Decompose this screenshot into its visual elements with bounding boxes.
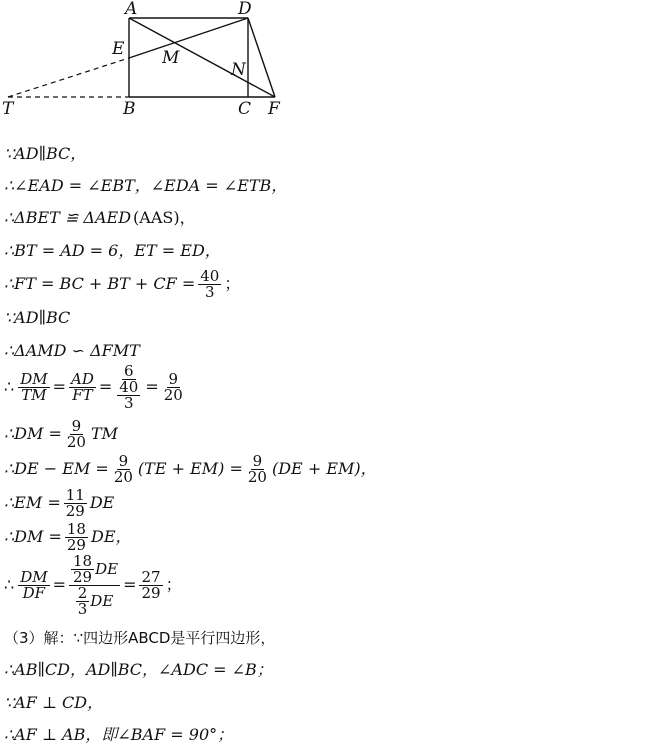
label-b: B: [123, 99, 136, 119]
fraction-18-29: [65, 519, 88, 554]
dm-expr: ∴DM =: [4, 424, 62, 443]
frac-den: DF: [22, 583, 46, 602]
label-n: N: [231, 60, 246, 80]
segment-af: [129, 18, 275, 97]
equals: =: [145, 377, 159, 396]
frac-den: 29: [141, 583, 161, 602]
frac-den: 20: [66, 432, 86, 451]
step-congruent: [4, 208, 196, 228]
step-parallelogram-props: ∴AB∥CD，AD∥BC，∠ADC = ∠B；: [4, 660, 273, 679]
frac-num: [69, 551, 120, 586]
equals: =: [123, 575, 137, 594]
step-dm-tm: [4, 418, 118, 450]
fraction-9-20: [65, 416, 88, 451]
label-t: T: [2, 99, 14, 119]
step-ft-value: [4, 268, 240, 300]
step-em-value: [4, 487, 114, 519]
frac-num: 18: [72, 551, 93, 570]
frac-num: 11: [65, 485, 85, 504]
de-text: DE: [90, 591, 114, 610]
step-ratio: [4, 362, 188, 412]
frac-num: 9: [71, 416, 82, 435]
frac-num: 2: [77, 583, 88, 602]
part-3-heading: （3）解：∵四边形ABCD是平行四边形，: [4, 629, 276, 647]
frac-num: 9: [168, 369, 179, 388]
semicolon: ；: [224, 274, 241, 293]
frac-den: 29: [65, 501, 85, 520]
frac-num: 40: [200, 266, 220, 285]
nested-fraction: [117, 377, 140, 412]
label-e: E: [112, 39, 125, 59]
frac-num: 9: [252, 451, 263, 470]
step-similar: ∴ΔAMD ∽ ΔFMT: [4, 341, 140, 360]
label-d: D: [238, 0, 252, 19]
aas-text: (AAS)，: [133, 208, 196, 227]
fraction-dm-tm: [18, 369, 49, 404]
segment-ed: [129, 18, 248, 58]
fraction-27-29: [139, 567, 162, 602]
frac-den: 3: [205, 282, 215, 301]
frac-den: 29: [66, 535, 86, 554]
geometry-figure: [0, 0, 669, 125]
frac-num: DM: [20, 369, 48, 388]
frac-den: [74, 583, 116, 618]
step-de-minus-em: [4, 452, 377, 486]
te-em-expr: (TE + EM) =: [137, 459, 243, 478]
congruent-text: ∴ΔBET ≌ ΔAED: [4, 208, 132, 227]
step-ad-parallel-bc-2: ∵AD∥BC: [4, 308, 71, 327]
equals: =: [52, 377, 66, 396]
fraction-11-29: [64, 485, 87, 520]
frac-den: FT: [72, 385, 93, 404]
step-af-perp-cd: ∵AF ⊥ CD，: [4, 693, 104, 712]
frac-den: 3: [77, 599, 88, 618]
frac-num: 40: [119, 377, 139, 396]
frac-num: 27: [141, 567, 161, 586]
ft-expr: ∴FT = BC + BT + CF =: [4, 274, 196, 293]
frac-num: 6: [124, 361, 134, 380]
step-dm-value: [4, 521, 132, 553]
fraction-9-20: [162, 369, 185, 404]
fraction-ad-ft: [69, 369, 96, 404]
step-angle-equal: ∴∠EAD = ∠EBT，∠EDA = ∠ETB，: [4, 176, 288, 195]
semicolon: ；: [165, 575, 182, 594]
frac-num: 18: [66, 519, 86, 538]
equals: =: [52, 575, 66, 594]
fraction-2-3: [76, 583, 90, 618]
de-text: DE，: [90, 527, 132, 546]
frac-num: 9: [118, 451, 129, 470]
frac-den: TM: [21, 385, 47, 404]
step-dm-df-ratio: [4, 551, 182, 618]
frac-den: [115, 377, 142, 412]
therefore-symbol: ∴: [4, 377, 15, 396]
dm-expr: ∴DM =: [4, 527, 62, 546]
fraction-40-3: [198, 266, 221, 301]
de-em-expr: ∴DE − EM =: [4, 459, 109, 478]
em-expr: ∴EM =: [4, 493, 61, 512]
fraction-18-29: [71, 551, 94, 586]
frac-den: 20: [163, 385, 183, 404]
label-f: F: [268, 99, 280, 119]
frac-den: 20: [247, 467, 267, 486]
fraction-9-20: [246, 451, 269, 486]
tm-text: TM: [90, 424, 119, 443]
label-c: C: [238, 99, 252, 119]
label-a: A: [125, 0, 138, 19]
frac-den: 20: [113, 467, 133, 486]
step-bt-equal: ∴BT = AD = 6，ET = ED，: [4, 241, 221, 260]
step-ad-parallel-bc: ∵AD∥BC，: [4, 144, 87, 163]
de-text: DE: [89, 493, 115, 512]
dashed-te: [8, 58, 129, 97]
label-m: M: [162, 48, 180, 68]
de-em-sum: (DE + EM)，: [271, 459, 377, 478]
fraction-compound: [69, 551, 120, 618]
frac-num: DM: [20, 567, 48, 586]
frac-num: AD: [70, 369, 94, 388]
fraction-6-over-40-3: [115, 361, 142, 412]
frac-den: 29: [72, 567, 93, 586]
step-af-perp-ab: ∴AF ⊥ AB，即∠BAF = 90°；: [4, 725, 234, 744]
de-text: DE: [95, 559, 119, 578]
figure-svg: [0, 0, 669, 125]
fraction-dm-df: [18, 567, 49, 602]
therefore-symbol: ∴: [4, 575, 15, 594]
equals: =: [98, 377, 113, 396]
frac-den: 3: [124, 393, 134, 412]
fraction-9-20: [112, 451, 135, 486]
